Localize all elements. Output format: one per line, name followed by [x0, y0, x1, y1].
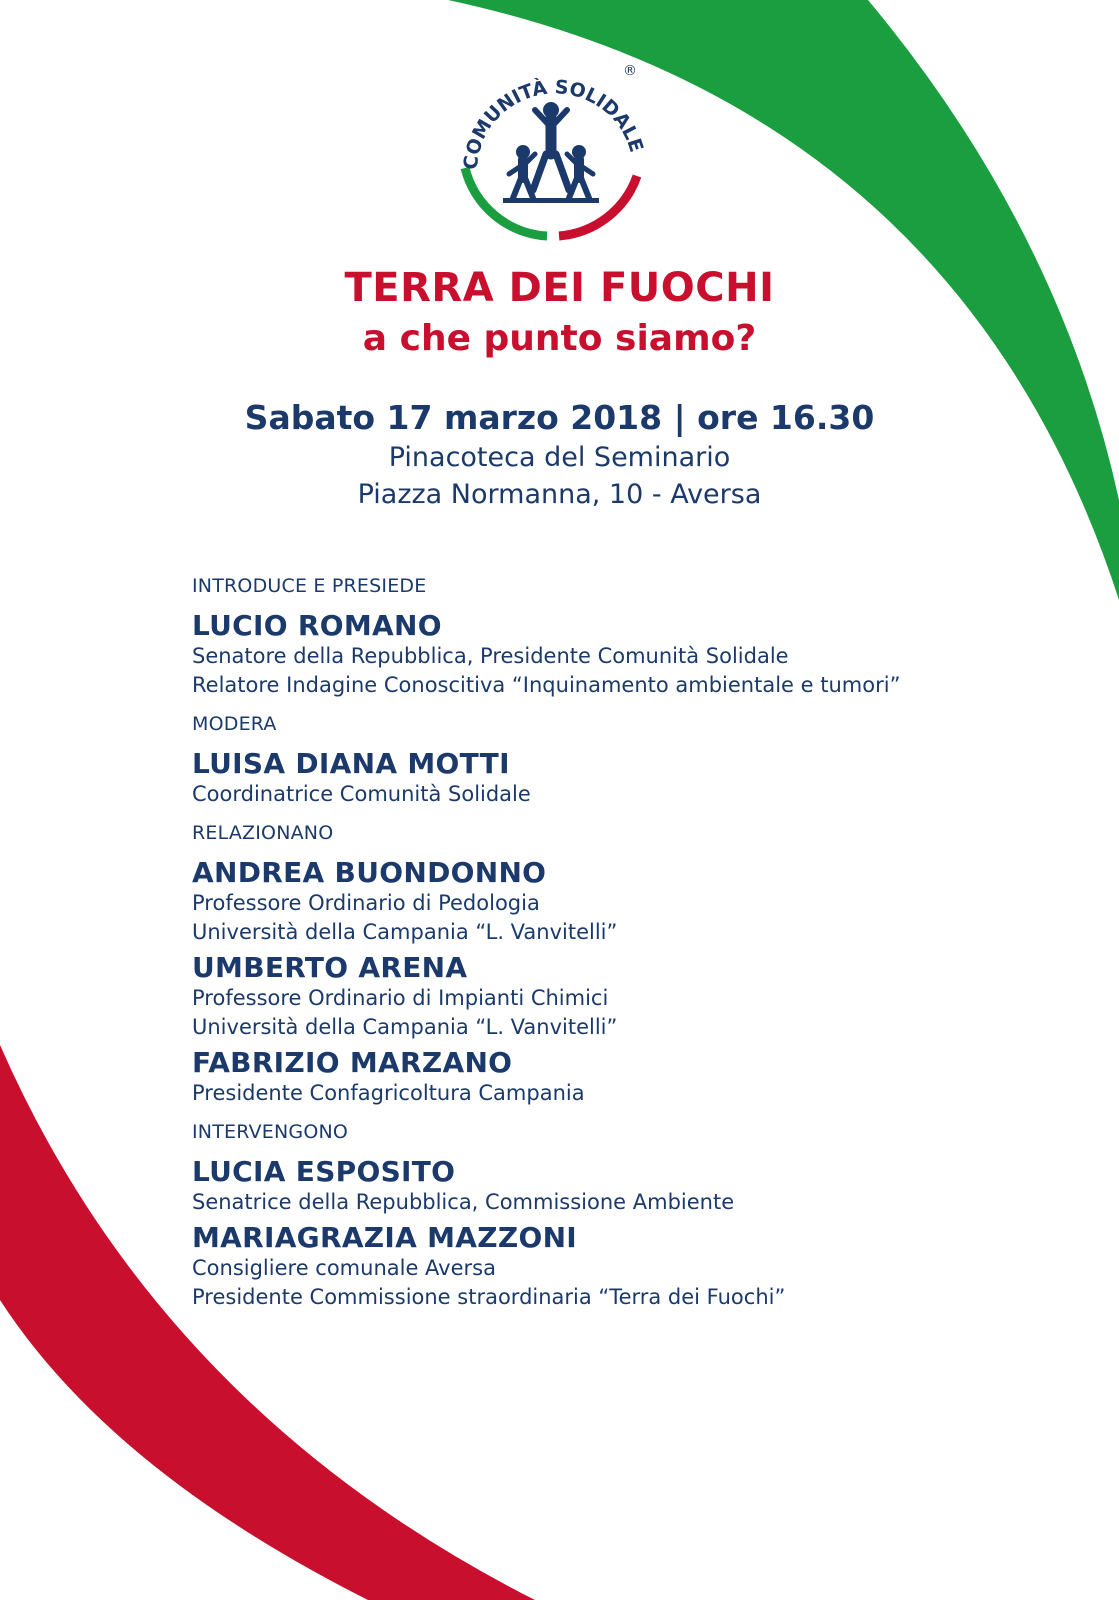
speaker-role: Senatrice della Repubblica, Commissione Ambiente	[192, 1190, 735, 1214]
speaker	[192, 951, 992, 1042]
speaker-role: Professore Ordinario di Impianti Chimici	[192, 986, 609, 1010]
speaker-name: ANDREA BUONDONNO	[192, 856, 547, 889]
speaker-name: MARIAGRAZIA MAZZONI	[192, 1221, 578, 1254]
event-date: Sabato 17 marzo 2018 | ore 16.30	[244, 398, 875, 437]
section-relazionano	[192, 822, 992, 1108]
speaker	[192, 856, 992, 947]
section-label: INTERVENGONO	[192, 1121, 349, 1143]
speaker	[192, 1046, 992, 1108]
speaker-role: Consigliere comunale Aversa	[192, 1256, 496, 1280]
venue-address: Piazza Normanna, 10 - Aversa	[357, 479, 762, 510]
speaker-name: LUCIA ESPOSITO	[192, 1155, 456, 1188]
section-intervengono	[192, 1121, 992, 1312]
section-modera	[192, 713, 992, 809]
venue-name: Pinacoteca del Seminario	[388, 442, 731, 473]
comunita-solidale-logo	[455, 58, 655, 248]
section-label: RELAZIONANO	[192, 822, 334, 844]
speaker-name: LUCIO ROMANO	[192, 609, 442, 642]
event-subtitle: a che punto siamo?	[362, 318, 757, 359]
speaker-role: Università della Campania “L. Vanvitelli”	[192, 1015, 618, 1039]
speaker-role: Università della Campania “L. Vanvitelli”	[192, 920, 618, 944]
speaker-role: Presidente Commissione straordinaria “Terra dei Fuochi”	[192, 1285, 786, 1309]
logo-text: COMUNITÀ SOLIDALE	[459, 76, 648, 171]
program	[192, 575, 992, 1312]
people-pyramid-icon	[503, 102, 599, 203]
speaker	[192, 1221, 992, 1312]
speaker	[192, 609, 992, 700]
speaker-role: Relatore Indagine Conoscitiva “Inquinamento ambientale e tumori”	[192, 673, 901, 697]
section-label: MODERA	[192, 713, 277, 735]
speaker-role: Coordinatrice Comunità Solidale	[192, 782, 531, 806]
speaker	[192, 747, 992, 809]
speaker-name: LUISA DIANA MOTTI	[192, 747, 510, 780]
speaker-role: Professore Ordinario di Pedologia	[192, 891, 540, 915]
section-introduce	[192, 575, 992, 700]
speaker-role: Senatore della Repubblica, Presidente Comunità Solidale	[192, 644, 789, 668]
section-label: INTRODUCE E PRESIEDE	[192, 575, 427, 597]
speaker	[192, 1155, 992, 1217]
event-title: TERRA DEI FUOCHI	[344, 265, 775, 311]
registered-mark: ®	[623, 63, 637, 79]
speaker-name: FABRIZIO MARZANO	[192, 1046, 513, 1079]
speaker-name: UMBERTO ARENA	[192, 951, 468, 984]
speaker-role: Presidente Confagricoltura Campania	[192, 1081, 585, 1105]
